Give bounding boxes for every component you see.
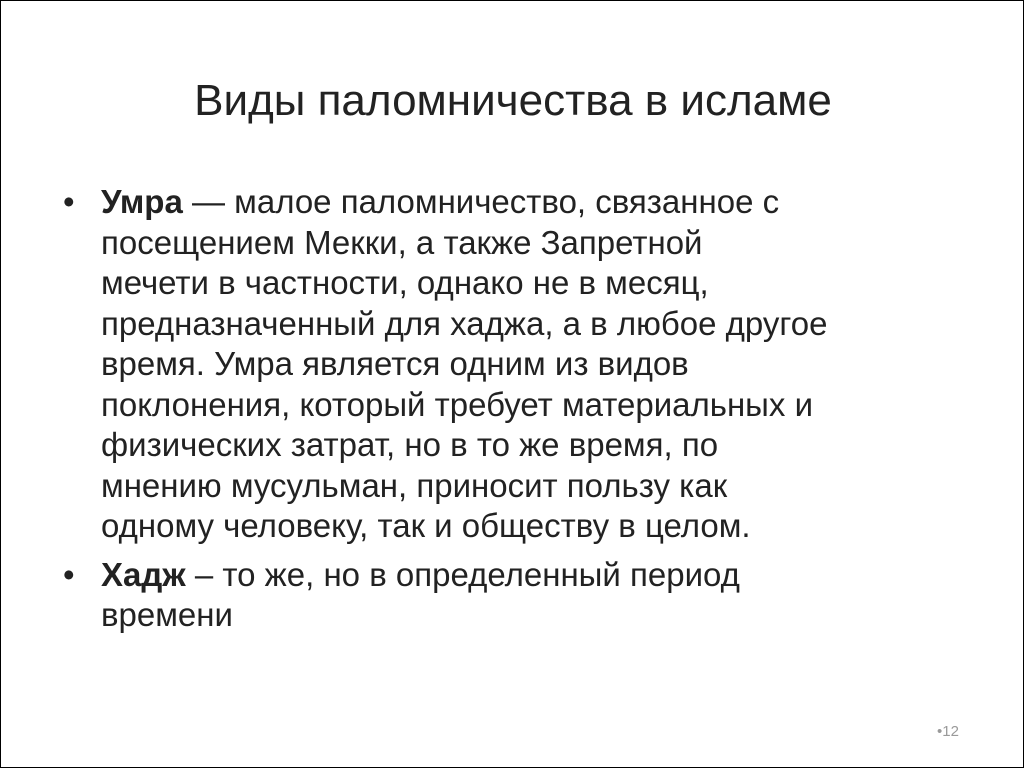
bullet-first-line: [101, 182, 983, 223]
slide-title: Виды паломничества в исламе: [194, 76, 832, 125]
text-line: поклонения, который требует материальных и: [101, 385, 813, 423]
term-hajj: Хадж: [101, 555, 186, 593]
bullet-first-line: [101, 555, 983, 596]
text-line: то же, но в определенный период: [222, 555, 740, 593]
text-line: предназначенный для хаджа, а в любое другое: [101, 304, 828, 342]
term-separator: –: [185, 555, 223, 593]
text-line: физических затрат, но в то же время, по: [101, 426, 719, 463]
text-line: посещением Мекки, а также Запретной: [101, 223, 703, 261]
text-line: одному человеку, так и обществу в целом.: [101, 507, 751, 544]
bullet-icon: •: [63, 183, 75, 220]
text-line: время. Умра является одним из видов: [101, 345, 689, 382]
bullet-item-umrah: [63, 182, 983, 547]
text-line: времени: [101, 596, 233, 633]
term-umrah: Умра: [101, 183, 183, 220]
text-line: малое паломничество, связанное с: [234, 183, 780, 220]
slide-number: •12: [937, 723, 959, 740]
text-line: мнению мусульман, приносит пользу как: [101, 466, 728, 504]
term-separator: —: [182, 183, 235, 220]
bullet-list: [63, 182, 983, 644]
bullet-icon: •: [63, 555, 75, 593]
text-line: мечети в частности, однако не в месяц,: [101, 264, 709, 301]
bullet-item-hajj: [63, 555, 983, 636]
